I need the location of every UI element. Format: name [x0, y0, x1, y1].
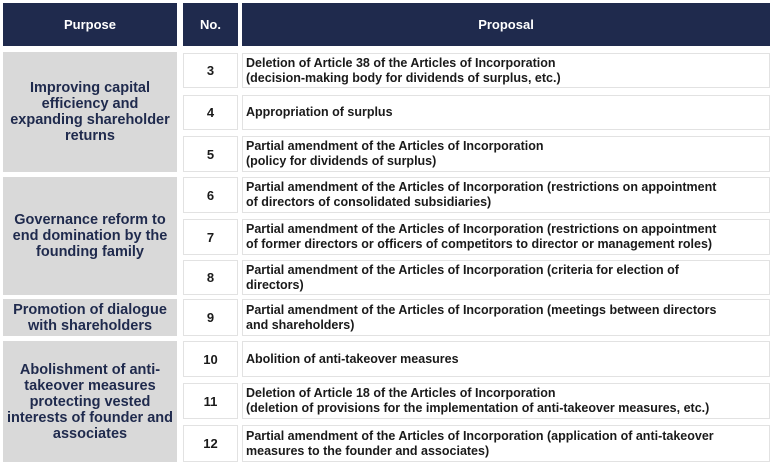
table-row-proposal: Partial amendment of the Articles of Incorporation (restrictions on appointment of former directors or officers of competitors to director or management roles) — [242, 219, 770, 255]
table-row-number: 12 — [183, 425, 238, 462]
table-row-proposal: Partial amendment of the Articles of Incorporation (application of anti-takeover measures to the founder and associates) — [242, 425, 770, 462]
table-row-proposal: Partial amendment of the Articles of Incorporation (restrictions on appointment of directors of consolidated subsidiaries) — [242, 177, 770, 213]
table-row-number: 10 — [183, 341, 238, 377]
header-proposal: Proposal — [242, 3, 770, 46]
table-row-number: 6 — [183, 177, 238, 213]
table-row-number: 11 — [183, 383, 238, 419]
table-row-number: 8 — [183, 260, 238, 295]
purpose-cell: Abolishment of anti-takeover measures protecting vested interests of founder and associates — [3, 341, 177, 462]
table-row-proposal: Deletion of Article 18 of the Articles of Incorporation (deletion of provisions for the implementation of anti-takeover measures, etc.) — [242, 383, 770, 419]
table-row-number: 5 — [183, 136, 238, 172]
table-row-proposal: Partial amendment of the Articles of Incorporation (criteria for election of directors) — [242, 260, 770, 295]
purpose-cell: Improving capital efficiency and expanding shareholder returns — [3, 52, 177, 172]
purpose-cell: Governance reform to end domination by the founding family — [3, 177, 177, 295]
table-row-proposal: Partial amendment of the Articles of Incorporation (policy for dividends of surplus) — [242, 136, 770, 172]
header-no: No. — [183, 3, 238, 46]
table-row-proposal: Deletion of Article 38 of the Articles of Incorporation (decision-making body for dividends of surplus, etc.) — [242, 53, 770, 88]
table-row-proposal: Partial amendment of the Articles of Incorporation (meetings between directors and shareholders) — [242, 299, 770, 336]
table-row-number: 4 — [183, 95, 238, 130]
table-row-number: 3 — [183, 53, 238, 88]
table-row-proposal: Appropriation of surplus — [242, 95, 770, 130]
table-row-number: 9 — [183, 299, 238, 336]
purpose-cell: Promotion of dialogue with shareholders — [3, 299, 177, 336]
table-row-number: 7 — [183, 219, 238, 255]
table-row-proposal: Abolition of anti-takeover measures — [242, 341, 770, 377]
header-purpose: Purpose — [3, 3, 177, 46]
